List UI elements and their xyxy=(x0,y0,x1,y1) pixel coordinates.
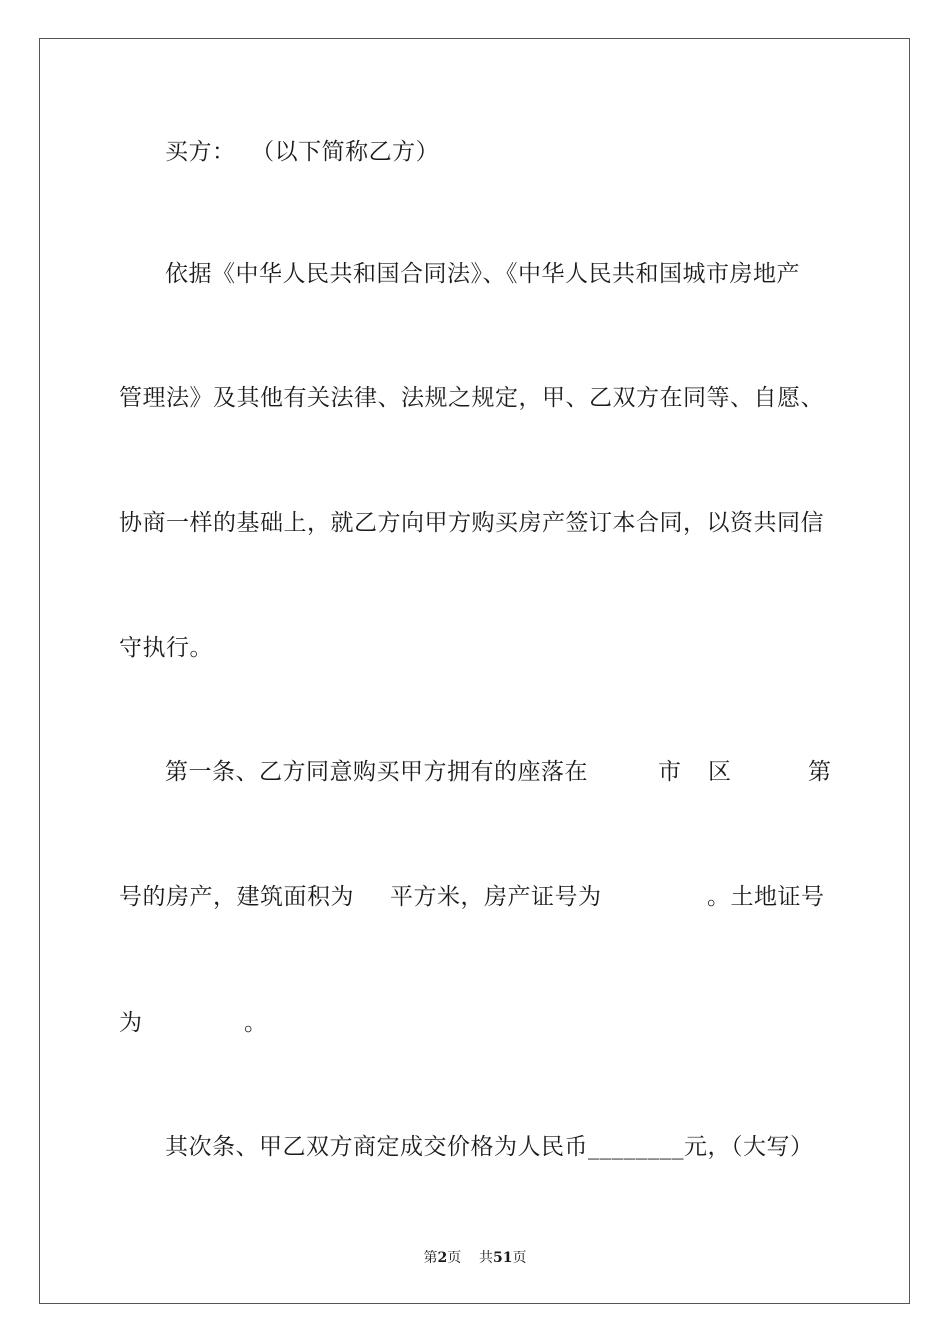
article-1-number: 第 xyxy=(808,759,832,785)
footer-total-suffix: 页 xyxy=(512,1250,527,1266)
article-1-city: 市 xyxy=(658,759,682,785)
paragraph-line: 管理法》及其他有关法律、法规之规定，甲、乙双方在同等、自愿、 xyxy=(119,385,824,411)
footer-page-number: 2 xyxy=(437,1250,448,1266)
paragraph-line: 。土地证号 xyxy=(707,884,825,910)
footer-total-number: 51 xyxy=(493,1250,513,1266)
article-1-line: 第一条、乙方同意购买甲方拥有的座落在 xyxy=(165,759,588,785)
article-1-district: 区 xyxy=(708,759,732,785)
paragraph-line: 协商一样的基础上，就乙方向甲方购买房产签订本合同，以资共同信 xyxy=(119,510,824,536)
article-2-line: 其次条、甲乙双方商定成交价格为人民币________元，（大写） xyxy=(165,1134,814,1160)
page-footer xyxy=(0,1247,950,1267)
footer-page-prefix: 第 xyxy=(423,1250,438,1266)
paragraph-line: 。 xyxy=(244,1010,268,1036)
paragraph-line: 依据《中华人民共和国合同法》、《中华人民共和国城市房地产 xyxy=(165,261,800,287)
paragraph-line: 号的房产，建筑面积为 xyxy=(119,884,354,910)
paragraph-line: 守执行。 xyxy=(119,635,213,661)
paragraph-line: 平方米，房产证号为 xyxy=(390,884,602,910)
footer-page-suffix: 页 xyxy=(447,1250,462,1266)
buyer-line: 买方： （以下简称乙方） xyxy=(165,139,440,165)
page-border xyxy=(39,38,910,1304)
footer-total-prefix: 共 xyxy=(479,1250,494,1266)
paragraph-line: 为 xyxy=(119,1010,143,1036)
